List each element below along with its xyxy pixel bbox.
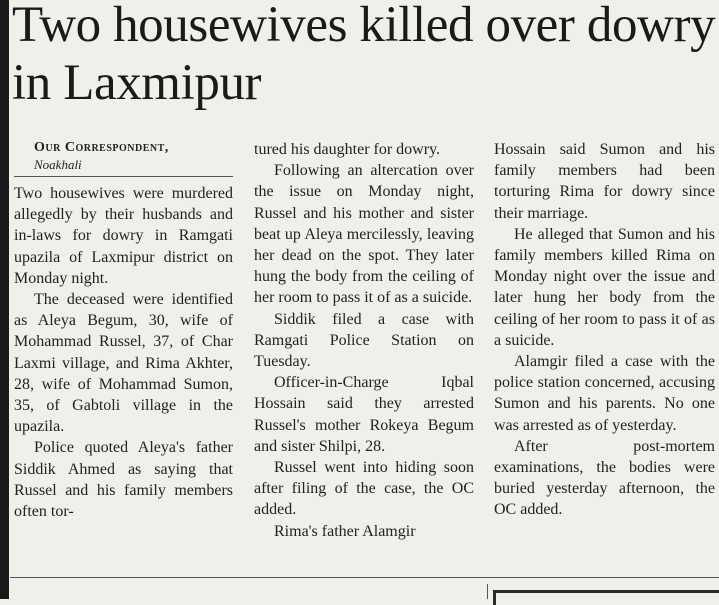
paragraph: Two housewives were murdered allegedly by their husbands and in-laws for dowry in Ramgati upazila of Laxmipur district on Monday night. (14, 185, 233, 287)
column-divider (487, 584, 488, 599)
paragraph: The deceased were identified as Aleya Begum, 30, wife of Mohammad Russel, 37, of Char Laxmi village, and Rima Akhter, 28, wife of Mohammad Sumon, 35, of Gabtoli village in the upazila. (14, 291, 233, 436)
paragraph: Alamgir filed a case with the police station concerned, accusing Sumon and his parents. No one was arrested as of yesterday. (494, 353, 715, 434)
page-edge-shadow (0, 0, 9, 599)
byline-author: Our Correspondent, (34, 140, 169, 155)
paragraph: Following an altercation over the issue on Monday night, Russel and his mother and sister beat up Aleya mercilessly, leaving her dead on the spot. They later hung the body from the ceiling of her room to pass it of as a suicide. (254, 162, 474, 307)
article-column-3 (494, 139, 715, 521)
article-column-2 (254, 139, 474, 542)
byline-location: Noakhali (14, 156, 233, 177)
article-headline: Two housewives killed over dowry in Laxmipur (12, 0, 716, 111)
paragraph: Siddik filed a case with Ramgati Police Station on Tuesday. (254, 310, 474, 371)
paragraph: Officer-in-Charge Iqbal Hossain said they arrested Russel's mother Rokeya Begum and sister Shilpi, 28. (254, 374, 474, 455)
next-article-box-edge (493, 590, 719, 605)
paragraph: Rima's father Alamgir (274, 522, 416, 540)
bottom-rule (10, 577, 719, 578)
paragraph-continued: Hossain said Sumon and his family members had been torturing Rima for dowry since their marriage. (494, 141, 715, 222)
paragraph: Police quoted Aleya's father Siddik Ahmed as saying that Russel and his family members often tor- (14, 439, 233, 521)
paragraph: Russel went into hiding soon after filing of the case, the OC added. (254, 459, 474, 519)
byline (14, 140, 233, 177)
paragraph: He alleged that Sumon and his family members killed Rima on Monday night over the issue and later hung her body from the ceiling of her room to pass it of as a suicide. (494, 225, 715, 349)
paragraph: After post-mortem examinations, the bodies were buried yesterday afternoon, the OC added. (494, 437, 715, 519)
paragraph-continued: tured his daughter for dowry. (254, 141, 441, 158)
article-column-1 (14, 140, 233, 522)
